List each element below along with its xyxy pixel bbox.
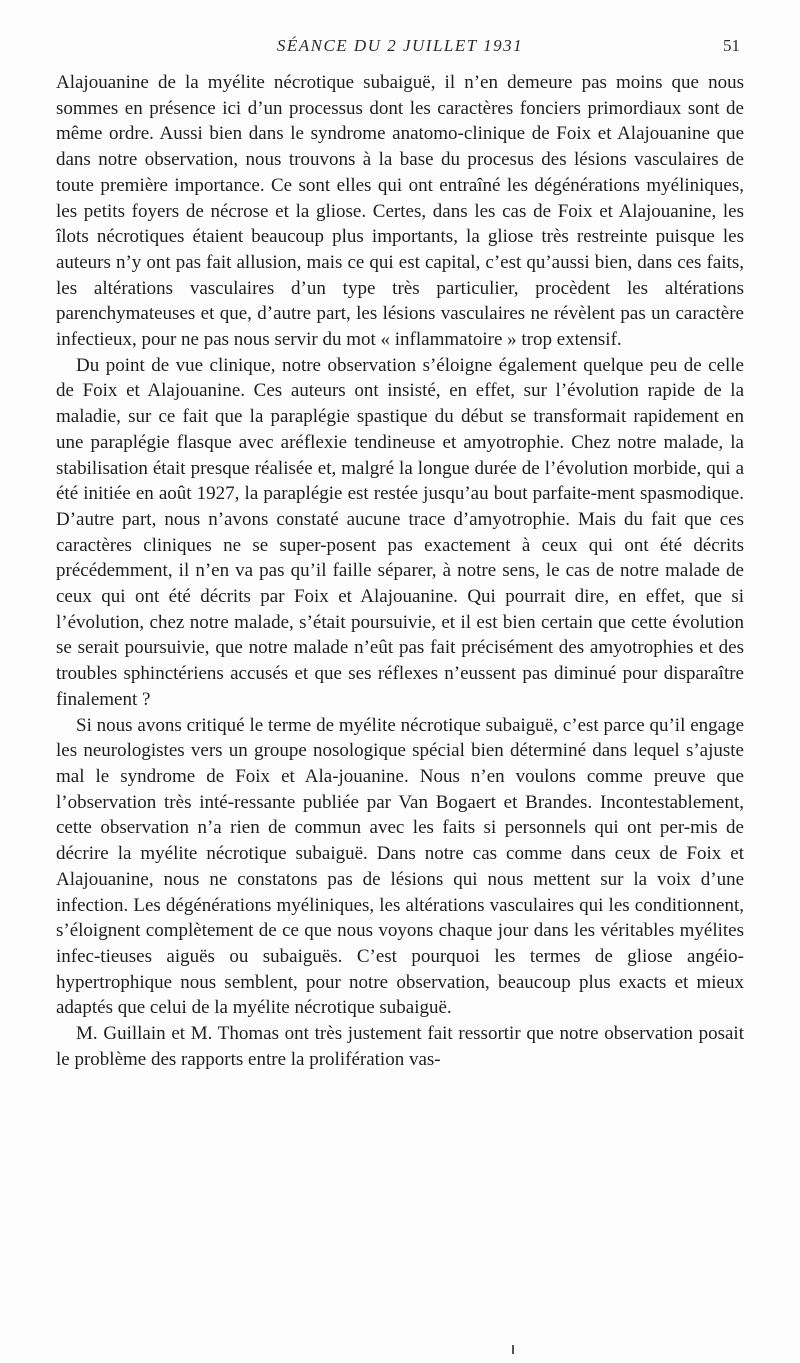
- paragraph-1: Alajouanine de la myélite nécrotique subaiguë, il n’en demeure pas moins que nous sommes en présence ici d’un processus dont les caractères fonciers primordiaux sont de même ordre. Aussi bien dans le syndrome anatomo-clinique de Foix et Alajouanine que dans notre observation, nous trouvons à la base du procesus des lésions vasculaires de toute première importance. Ce sont elles qui ont entraîné les dégénérations myéliniques, les petits foyers de nécrose et la gliose. Certes, dans les cas de Foix et Alajouanine, les îlots nécrotiques étaient beaucoup plus importants, la gliose très restreinte puisque les auteurs n’y ont pas fait allusion, mais ce qui est capital, c’est qu’aussi bien, dans ces faits, les altérations vasculaires d’un type très particulier, procèdent les altérations parenchymateuses et que, d’autre part, les lésions vasculaires ne révèlent pas un caractère infectieux, pour ne pas nous servir du mot « inflammatoire » trop extensif.: [56, 72, 744, 351]
- body-text: [56, 70, 744, 1072]
- print-mark: [512, 1345, 514, 1354]
- paragraph-2: Du point de vue clinique, notre observation s’éloigne également quelque peu de celle de Foix et Alajouanine. Ces auteurs ont insisté, en effet, sur l’évolution rapide de la maladie, sur ce fait que la paraplégie spastique du début se transformait rapidement en une paraplégie flasque avec aréflexie tendineuse et amyotrophie. Chez notre malade, la stabilisation était presque réalisée et, malgré la longue durée de l’évolution morbide, qui a été initiée en août 1927, la paraplégie est restée jusqu’au bout parfaite-ment spasmodique. D’autre part, nous n’avons constaté aucune trace d’amyotrophie. Mais du fait que ces caractères cliniques ne se super-posent pas exactement à ceux qui ont été décrits précédemment, il n’en va pas qu’il faille séparer, à notre sens, le cas de notre malade de ceux qui ont été décrits par Foix et Alajouanine. Qui pourrait dire, en effet, que si l’évolution, chez notre malade, s’était poursuivie, et il est bien certain que cette évolution se serait poursuivie, que notre malade n’eût pas fait précisément des amyotrophies et des troubles sphinctériens accusés et que ses réflexes n’eussent pas diminué pour disparaître finalement ?: [56, 354, 744, 710]
- page-number: 51: [723, 36, 740, 55]
- running-header: [60, 36, 740, 62]
- running-title: SÉANCE DU 2 JUILLET 1931: [276, 36, 524, 55]
- paragraph-3: Si nous avons critiqué le terme de myélite nécrotique subaiguë, c’est parce qu’il engage les neurologistes vers un groupe nosologique spécial bien déterminé dans lequel s’ajuste mal le syndrome de Foix et Ala-jouanine. Nous n’en voulons comme preuve que l’observation très inté-ressante publiée par Van Bogaert et Brandes. Incontestablement, cette observation n’a rien de commun avec les faits si personnels qui ont per-mis de décrire la myélite nécrotique subaiguë. Dans notre cas comme dans ceux de Foix et Alajouanine, nous ne constatons pas de lésions qui nous mettent sur la voix d’une infection. Les dégénérations myéliniques, les altérations vasculaires qui les conditionnent, s’éloignent complètement de ce que nous voyons chaque jour dans les véritables myélites infec-tieuses aiguës ou subaiguës. C’est pourquoi les termes de gliose angéio-hypertrophique nous semblent, pour notre observation, beaucoup plus exacts et mieux adaptés que celui de la myélite nécrotique subaiguë.: [56, 714, 744, 1019]
- paragraph-4: M. Guillain et M. Thomas ont très justement fait ressortir que notre observation posait le problème des rapports entre la prolifération vas-: [56, 1023, 744, 1070]
